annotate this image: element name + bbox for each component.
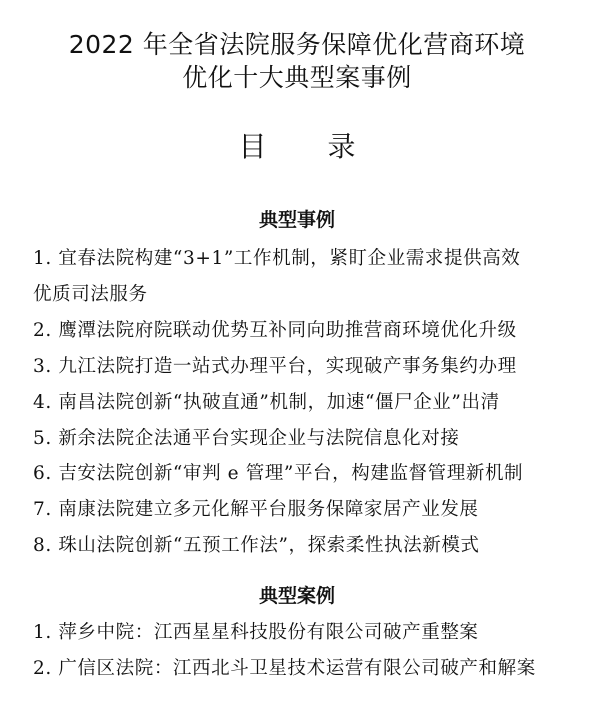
section-heading-typical-cases: 典型案例 [258,585,335,607]
toc-item-case-2: 2. 广信区法院：江西北斗卫星技术运营有限公司破产和解案 [33,658,536,679]
toc-heading: 目 录 [238,130,382,163]
toc-item-practice-1: 1. 宜春法院构建“3+1”工作机制，紧盯企业需求提供高效 [33,248,521,269]
toc-item-practice-4: 4. 南昌法院创新“执破直通”机制，加速“僵尸企业”出清 [33,392,500,413]
toc-item-practice-2: 2. 鹰潭法院府院联动优势互补同向助推营商环境优化升级 [33,320,517,341]
toc-item-practice-3: 3. 九江法院打造一站式办理平台，实现破产事务集约办理 [33,356,517,377]
toc-item-case-1: 1. 萍乡中院：江西星星科技股份有限公司破产重整案 [33,622,479,643]
toc-item-practice-7: 7. 南康法院建立多元化解平台服务保障家居产业发展 [33,499,479,520]
document-title-line-1: 2022 年全省法院服务保障优化营商环境 [68,30,526,59]
document-title-line-2: 优化十大典型案事例 [182,63,412,92]
toc-item-practice-1-continued: 优质司法服务 [33,284,148,305]
toc-item-practice-5: 5. 新余法院企法通平台实现企业与法院信息化对接 [33,428,460,449]
toc-item-practice-6: 6. 吉安法院创新“审判 e 管理”平台，构建监督管理新机制 [33,463,524,484]
section-heading-typical-practices: 典型事例 [258,209,335,231]
toc-item-practice-8: 8. 珠山法院创新“五预工作法”，探索柔性执法新模式 [33,535,480,556]
